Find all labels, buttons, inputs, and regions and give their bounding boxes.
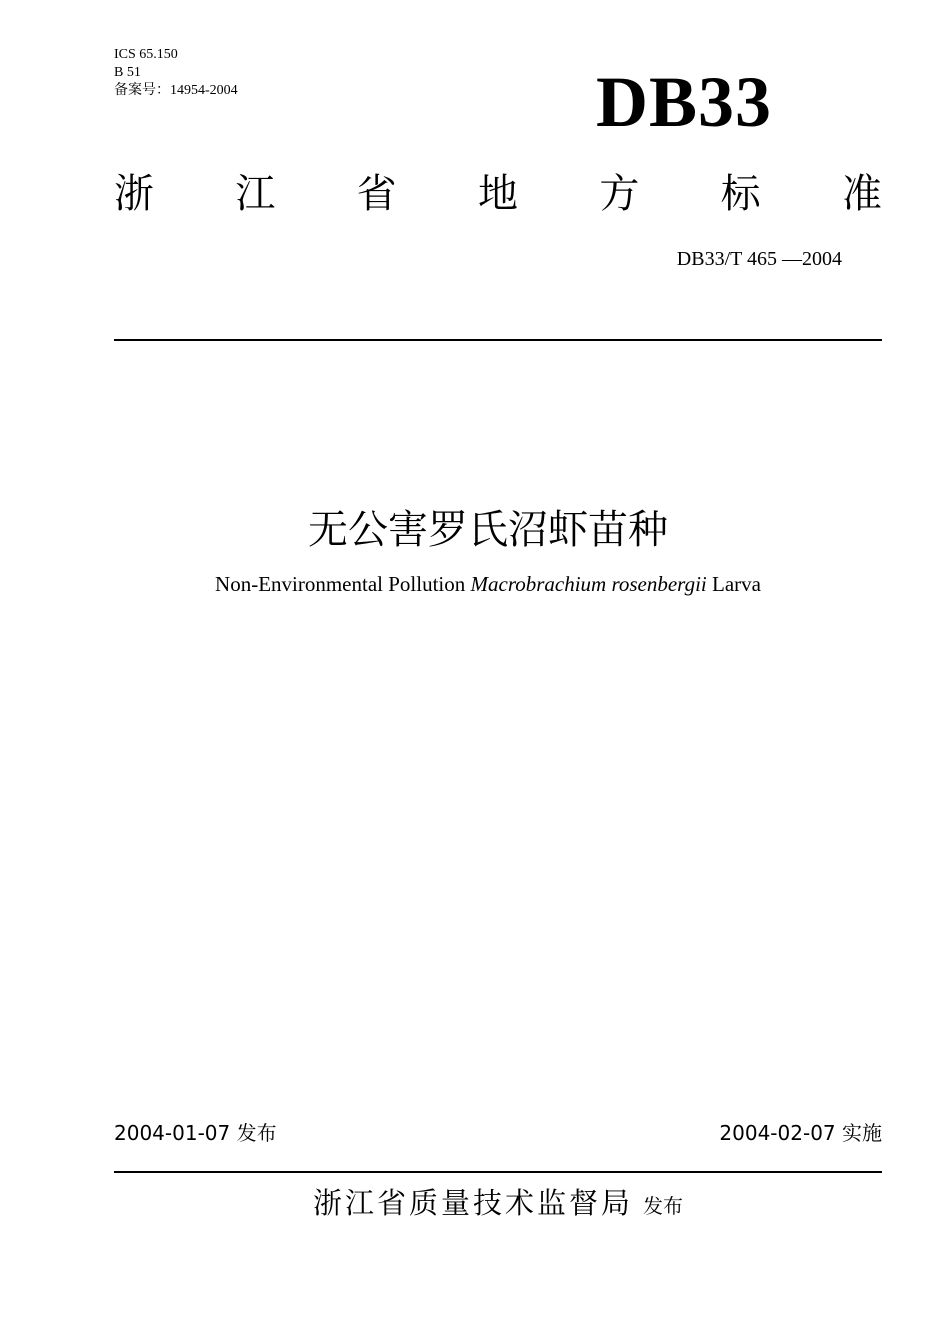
standard-type-char: 方 [599, 171, 640, 217]
implementation-date: 2004-02-07 实施 [719, 1121, 882, 1145]
issuer-suffix: 发布 [643, 1194, 683, 1218]
standard-type-char: 准 [841, 171, 882, 217]
standard-number: DB33/T 465 —2004 [676, 248, 842, 270]
ics-code: ICS 65.150 [114, 47, 178, 62]
filing-number: 备案号：14954-2004 [114, 83, 238, 98]
english-title-suffix: Larva [706, 572, 761, 596]
standard-type-title [114, 168, 882, 220]
english-title-prefix: Non-Environmental Pollution [215, 572, 471, 596]
issue-date: 2004-01-07 发布 [114, 1121, 277, 1145]
bottom-divider [114, 1171, 882, 1173]
top-divider [114, 339, 882, 341]
document-english-title [0, 570, 950, 598]
standard-type-char: 省 [356, 171, 397, 217]
ccs-code: B 51 [114, 65, 141, 80]
standard-type-char: 江 [235, 171, 276, 217]
standard-code-logo: DB33 [596, 62, 773, 142]
classification-block [114, 46, 238, 100]
standard-type-char: 标 [720, 171, 761, 217]
english-title-species: Macrobrachium rosenbergii [470, 572, 707, 596]
standard-type-char: 地 [477, 171, 518, 217]
issuer-line [0, 1182, 950, 1227]
standard-type-char: 浙 [114, 171, 154, 217]
issuer-name: 浙江省质量技术监督局 [312, 1186, 633, 1220]
document-title: 无公害罗氏沼虾苗种 [308, 507, 668, 553]
